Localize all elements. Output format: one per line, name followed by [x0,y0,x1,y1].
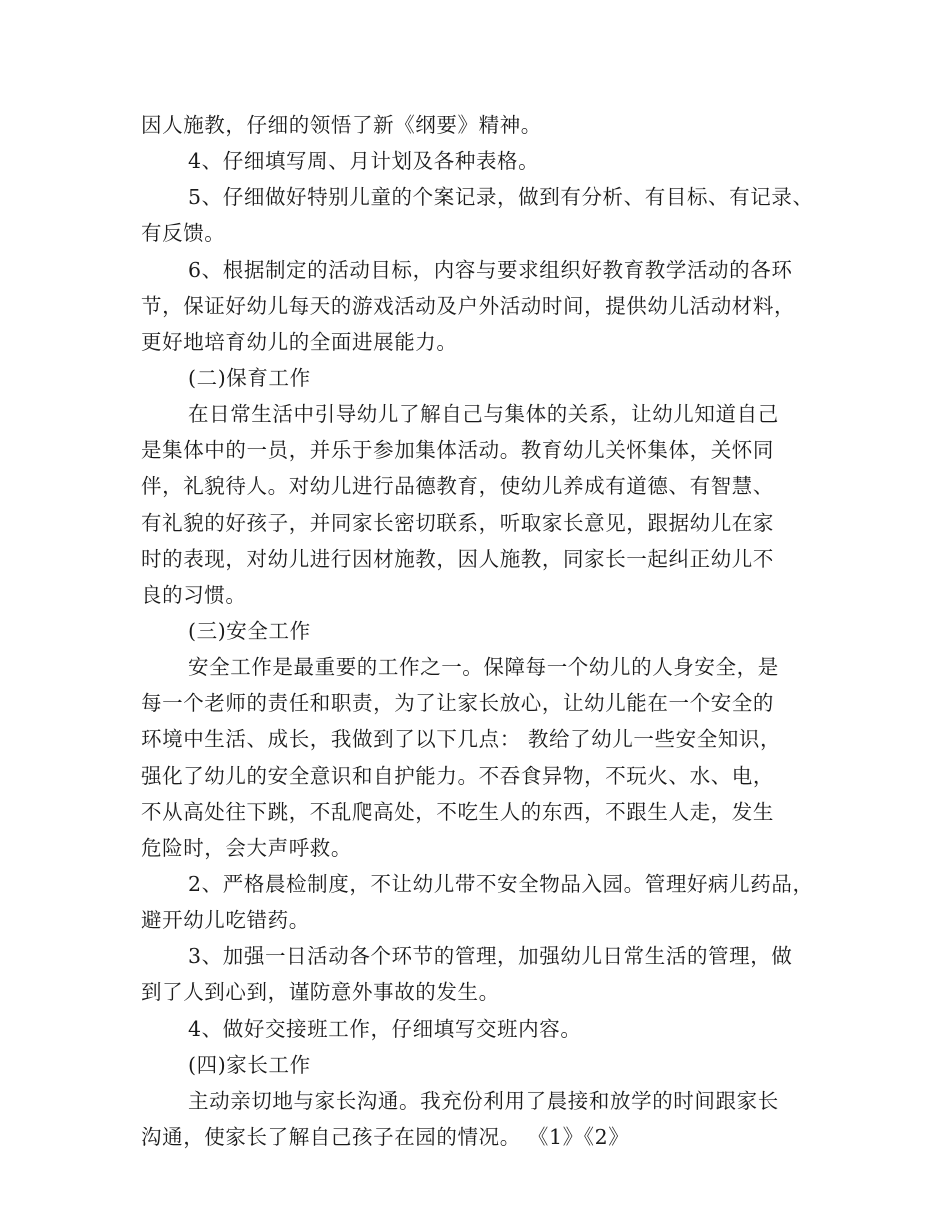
document-body [141,107,831,1155]
section-heading: (三)安全工作 [188,618,311,643]
text-line: 避开幼儿吃错药。 [141,908,310,933]
text-line: 强化了幼儿的安全意识和自护能力。不吞食异物，不玩火、水、电， [141,763,774,788]
text-line: 安全工作是最重要的工作之一。保障每一个幼儿的人身安全，是 [188,655,779,680]
text-line: 4、做好交接班工作，仔细填写交班内容。 [188,1016,582,1041]
text-line: 伴，礼貌待人。对幼儿进行品德教育，使幼儿养成有道德、有智慧、 [141,474,774,499]
text-line: 更好地培育幼儿的全面进展能力。 [141,329,458,354]
text-line: 节，保证好幼儿每天的游戏活动及户外活动时间，提供幼儿活动材料， [141,293,796,318]
text-line: 时的表现，对幼儿进行因材施教，因人施教，同家长一起纠正幼儿不 [141,546,774,571]
section-heading: (二)保育工作 [188,365,311,390]
text-line: 良的习惯。 [141,582,247,607]
text-line: 6、根据制定的活动目标，内容与要求组织好教育教学活动的各环 [188,257,793,282]
text-line: 是集体中的一员，并乐于参加集体活动。教育幼儿关怀集体，关怀同 [141,438,774,463]
text-line: 主动亲切地与家长沟通。我充份利用了晨接和放学的时间跟家长 [188,1088,779,1113]
text-line: 在日常生活中引导幼儿了解自己与集体的关系，让幼儿知道自己 [188,402,779,427]
text-line: 环境中生活、成长，我做到了以下几点： 教给了幼儿一些安全知识， [141,727,782,752]
text-line: 3、加强一日活动各个环节的管理，加强幼儿日常生活的管理，做 [188,944,793,969]
text-line: 4、仔细填写周、月计划及各种表格。 [188,149,540,174]
text-line: 5、仔细做好特别儿童的个案记录，做到有分析、有目标、有记录、 [188,185,814,210]
text-line: 因人施教，仔细的领悟了新《纲要》精神。 [141,113,542,137]
text-line: 到了人到心到，谨防意外事故的发生。 [141,980,500,1005]
section-heading: (四)家长工作 [188,1052,311,1077]
text-line: 每一个老师的责任和职责，为了让家长放心，让幼儿能在一个安全的 [141,691,774,716]
text-line: 有反馈。 [141,221,226,246]
text-line: 危险时，会大声呼救。 [141,835,352,860]
text-line: 2、严格晨检制度，不让幼儿带不安全物品入园。管理好病儿药品， [188,871,814,896]
text-line: 有礼貌的好孩子，并同家长密切联系，听取家长意见，跟据幼儿在家 [141,510,774,535]
text-line: 不从高处往下跳，不乱爬高处，不吃生人的东西，不跟生人走，发生 [141,799,774,824]
text-line: 沟通，使家长了解自己孩子在园的情况。 《1》《2》 [141,1124,630,1149]
